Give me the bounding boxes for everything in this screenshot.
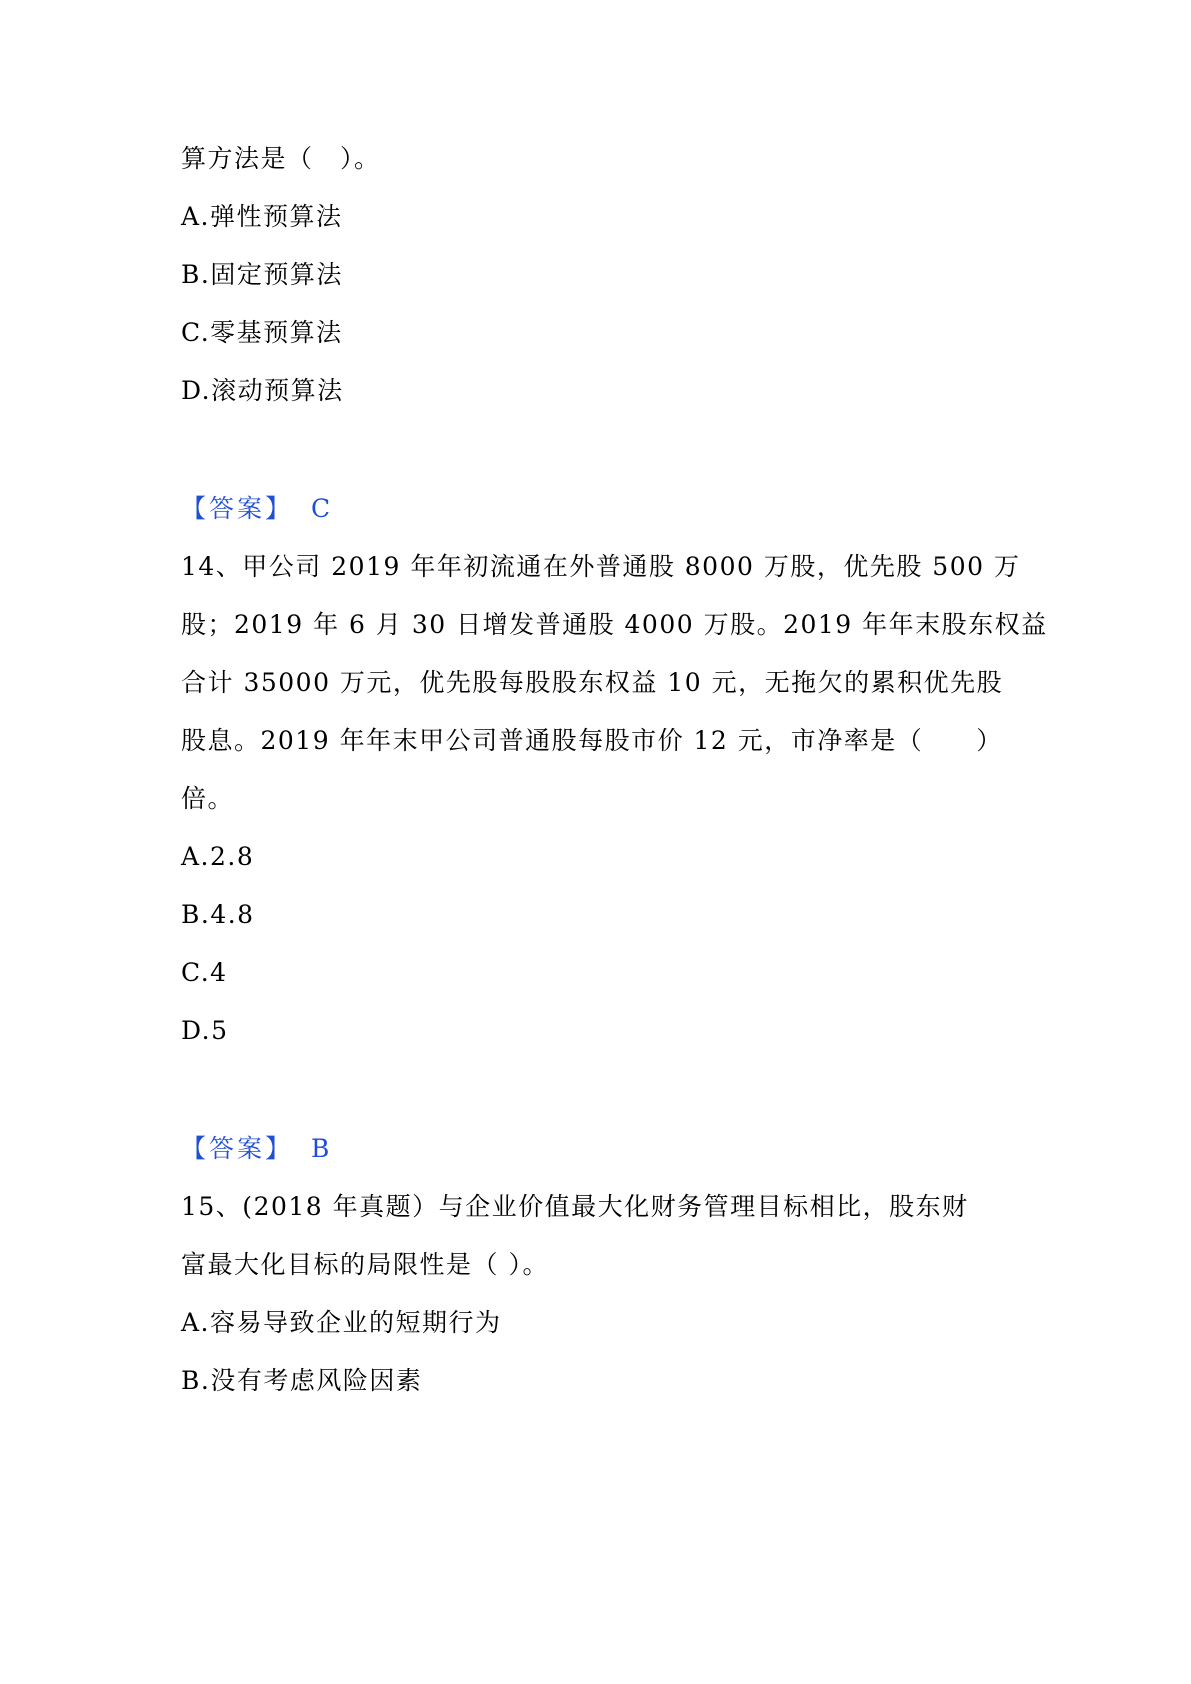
q14-answer bbox=[181, 1132, 331, 1166]
q13-stem-tail: 算方法是（ ）。 bbox=[181, 144, 381, 173]
q13-answer-value: C bbox=[311, 494, 332, 523]
q14-option-c: C.4 bbox=[181, 958, 228, 987]
q13-option-d: D.滚动预算法 bbox=[181, 376, 344, 405]
q13-option-a: A.弹性预算法 bbox=[181, 202, 343, 231]
q14-stem-line-1: 14、甲公司 2019 年年初流通在外普通股 8000 万股，优先股 500 万 bbox=[181, 552, 1021, 581]
q13-option-b: B.固定预算法 bbox=[181, 260, 343, 289]
q14-stem-line-4: 股息。2019 年年末甲公司普通股每股市价 12 元，市净率是（ ） bbox=[181, 726, 1003, 755]
q13-option-c: C.零基预算法 bbox=[181, 318, 343, 347]
q14-answer-label: 【答案】 bbox=[181, 1134, 294, 1163]
q13-answer bbox=[181, 492, 332, 526]
q13-answer-label: 【答案】 bbox=[181, 494, 294, 523]
q14-answer-value: B bbox=[311, 1134, 331, 1163]
q15-option-a: A.容易导致企业的短期行为 bbox=[181, 1308, 502, 1337]
q14-option-d: D.5 bbox=[181, 1016, 229, 1045]
q15-stem-line-2: 富最大化目标的局限性是（ ）。 bbox=[181, 1250, 549, 1279]
q14-option-b: B.4.8 bbox=[181, 900, 255, 929]
q14-option-a: A.2.8 bbox=[181, 842, 255, 871]
q14-stem-line-5: 倍。 bbox=[181, 784, 235, 813]
q14-stem-line-3: 合计 35000 万元，优先股每股股东权益 10 元，无拖欠的累积优先股 bbox=[181, 668, 1004, 697]
q15-option-b: B.没有考虑风险因素 bbox=[181, 1366, 423, 1395]
q14-stem-line-2: 股；2019 年 6 月 30 日增发普通股 4000 万股。2019 年年末股东权益 bbox=[181, 610, 1048, 639]
q15-stem-line-1: 15、(2018 年真题）与企业价值最大化财务管理目标相比，股东财 bbox=[181, 1192, 969, 1221]
